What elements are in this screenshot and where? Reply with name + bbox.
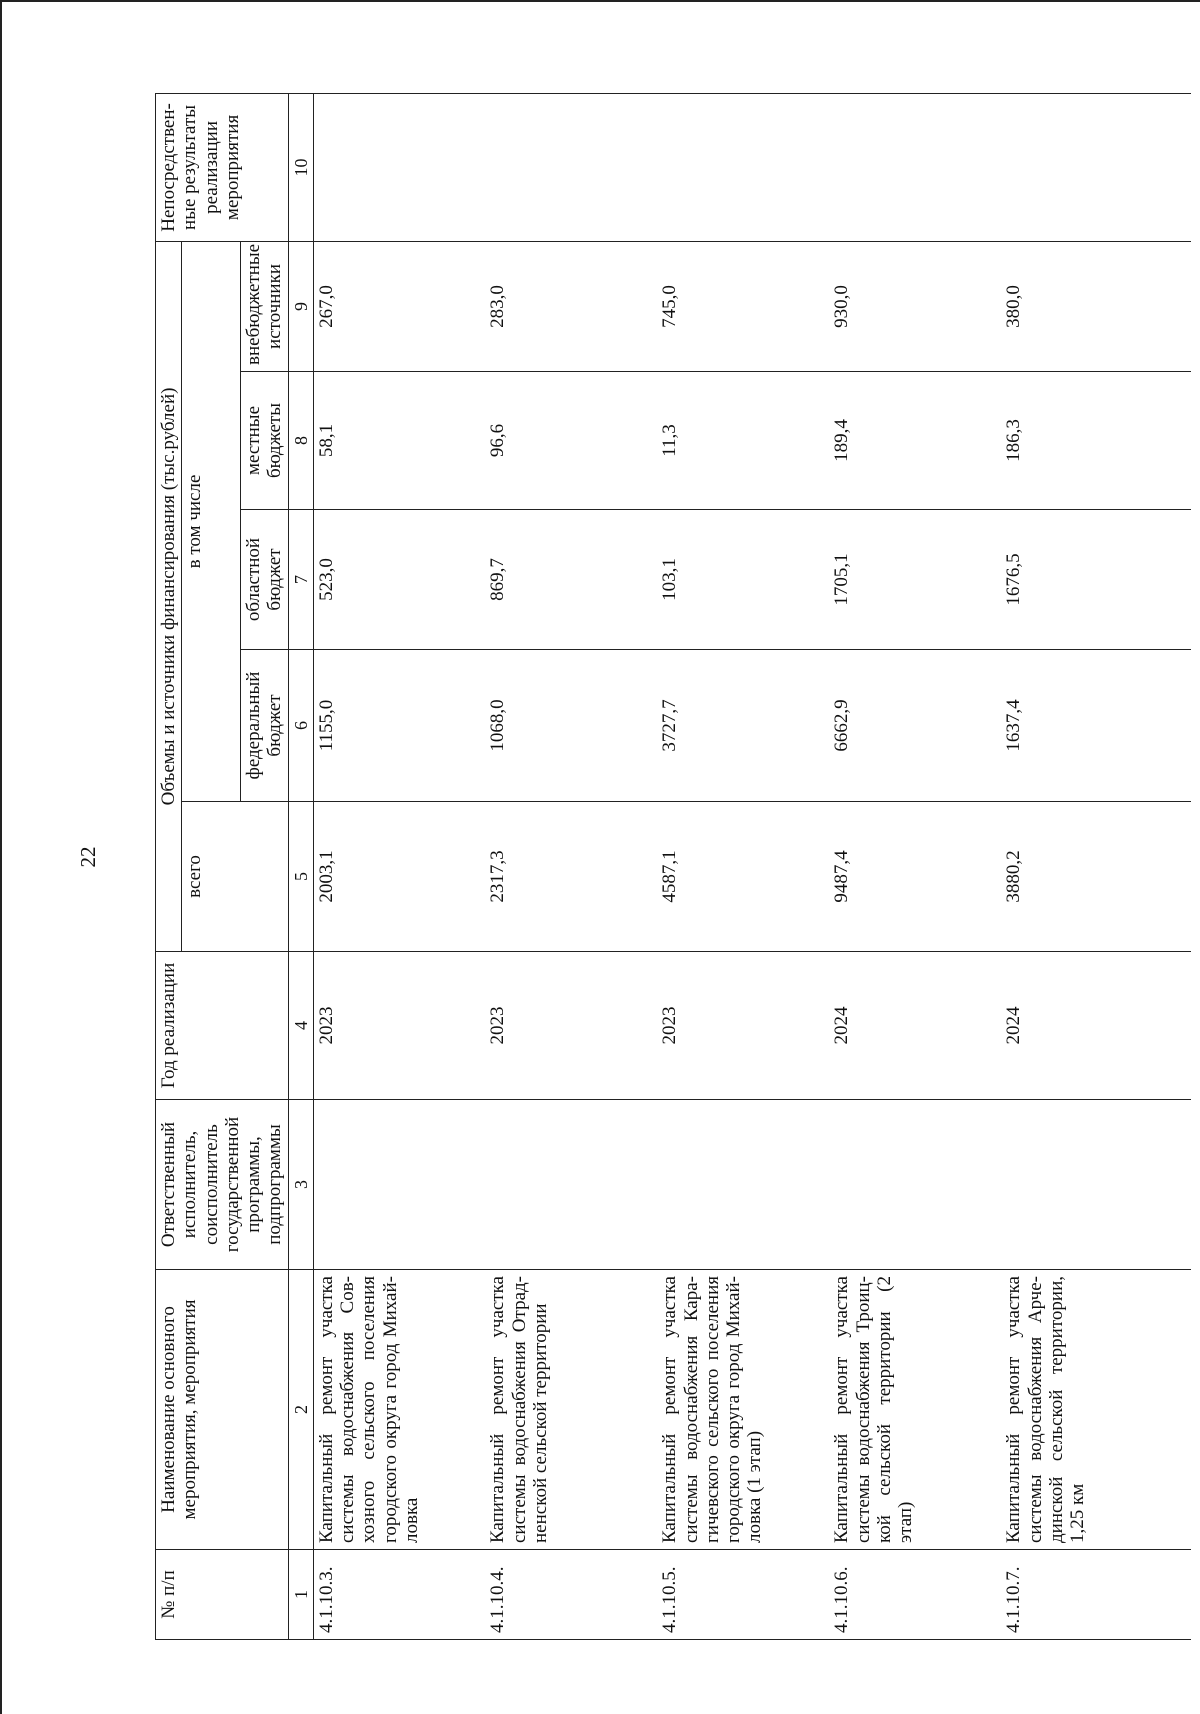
- year-cell: 2024: [829, 952, 1001, 1100]
- federal-cell: 3727,7: [657, 650, 829, 802]
- table-row: [485, 93, 657, 1639]
- result-cell: [657, 93, 829, 241]
- regional-cell: 1676,5: [1001, 510, 1191, 650]
- column-number: 2: [288, 1270, 313, 1550]
- row-number: 4.1.10.3.: [313, 1550, 485, 1640]
- local-cell: 186,3: [1001, 372, 1191, 510]
- column-number: 10: [288, 93, 313, 241]
- header-extra: внебюджетные источники: [241, 241, 289, 371]
- year-cell: 2023: [313, 952, 485, 1100]
- extra-cell: 283,0: [485, 241, 657, 371]
- extra-cell: 745,0: [657, 241, 829, 371]
- header-executor: Ответственный исполнитель, соисполнитель государственной программы, подпрограммы: [156, 1100, 289, 1270]
- regional-cell: 103,1: [657, 510, 829, 650]
- total-cell: 2317,3: [485, 802, 657, 952]
- header-regional: областной бюджет: [241, 510, 289, 650]
- executor-cell: [1001, 1100, 1191, 1270]
- total-cell: 2003,1: [313, 802, 485, 952]
- activity-name: Капитальный ремонт участка системы водоснабжения Сов-хозного сельского поселения городского округа город Михай-ловка: [313, 1270, 485, 1550]
- regional-cell: 869,7: [485, 510, 657, 650]
- table-row: [657, 93, 829, 1639]
- regional-cell: 523,0: [313, 510, 485, 650]
- total-cell: 3880,2: [1001, 802, 1191, 952]
- activity-name: Капитальный ремонт участка системы водоснабжения Арче-динской сельской территории, 1,25 км: [1001, 1270, 1191, 1550]
- total-cell: 4587,1: [657, 802, 829, 952]
- activity-name: Капитальный ремонт участка системы водоснабжения Троиц-кой сельской территории (2 этап): [829, 1270, 1001, 1550]
- column-number: 1: [288, 1550, 313, 1640]
- year-cell: 2024: [1001, 952, 1191, 1100]
- column-number: 8: [288, 372, 313, 510]
- header-row-1: [156, 93, 182, 1639]
- local-cell: 189,4: [829, 372, 1001, 510]
- page-number: 22: [76, 846, 100, 868]
- executor-cell: [313, 1100, 485, 1270]
- header-name: Наименование основного мероприятия, мероприятия: [156, 1270, 289, 1550]
- column-number: 7: [288, 510, 313, 650]
- header-year: Год реализации: [156, 952, 289, 1100]
- executor-cell: [657, 1100, 829, 1270]
- federal-cell: 1637,4: [1001, 650, 1191, 802]
- header-federal: федеральный бюджет: [241, 650, 289, 802]
- table-row: [313, 93, 485, 1639]
- activity-name: Капитальный ремонт участка системы водоснабжения Отрад-ненской сельской территории: [485, 1270, 657, 1550]
- regional-cell: 1705,1: [829, 510, 1001, 650]
- table-row: [1001, 93, 1191, 1639]
- header-funding-group: Объемы и источники финансирования (тыс.рублей): [156, 241, 182, 951]
- program-activities-table: [155, 93, 1191, 1640]
- table-row: [829, 93, 1001, 1639]
- executor-cell: [829, 1100, 1001, 1270]
- header-total: всего: [182, 802, 288, 952]
- column-number: 9: [288, 241, 313, 371]
- header-results: Непосредствен-ные результаты реализации мероприятия: [156, 93, 289, 241]
- header-including: в том числе: [182, 241, 241, 801]
- row-number: 4.1.10.5.: [657, 1550, 829, 1640]
- extra-cell: 380,0: [1001, 241, 1191, 371]
- column-number-row: [288, 93, 313, 1639]
- column-number: 4: [288, 952, 313, 1100]
- column-number: 5: [288, 802, 313, 952]
- extra-cell: 267,0: [313, 241, 485, 371]
- row-number: 4.1.10.6.: [829, 1550, 1001, 1640]
- result-cell: [829, 93, 1001, 241]
- result-cell: [485, 93, 657, 241]
- federal-cell: 6662,9: [829, 650, 1001, 802]
- executor-cell: [485, 1100, 657, 1270]
- federal-cell: 1155,0: [313, 650, 485, 802]
- row-number: 4.1.10.7.: [1001, 1550, 1191, 1640]
- year-cell: 2023: [657, 952, 829, 1100]
- year-cell: 2023: [485, 952, 657, 1100]
- local-cell: 11,3: [657, 372, 829, 510]
- column-number: 6: [288, 650, 313, 802]
- result-cell: [313, 93, 485, 241]
- activity-name: Капитальный ремонт участка системы водоснабжения Кара-гичевского сельского поселения городского округа город Михай-ловка (1 этап): [657, 1270, 829, 1550]
- total-cell: 9487,4: [829, 802, 1001, 952]
- extra-cell: 930,0: [829, 241, 1001, 371]
- local-cell: 96,6: [485, 372, 657, 510]
- federal-cell: 1068,0: [485, 650, 657, 802]
- header-local: местные бюджеты: [241, 372, 289, 510]
- result-cell: [1001, 93, 1191, 241]
- column-number: 3: [288, 1100, 313, 1270]
- local-cell: 58,1: [313, 372, 485, 510]
- header-num: № п/п: [156, 1550, 289, 1640]
- row-number: 4.1.10.4.: [485, 1550, 657, 1640]
